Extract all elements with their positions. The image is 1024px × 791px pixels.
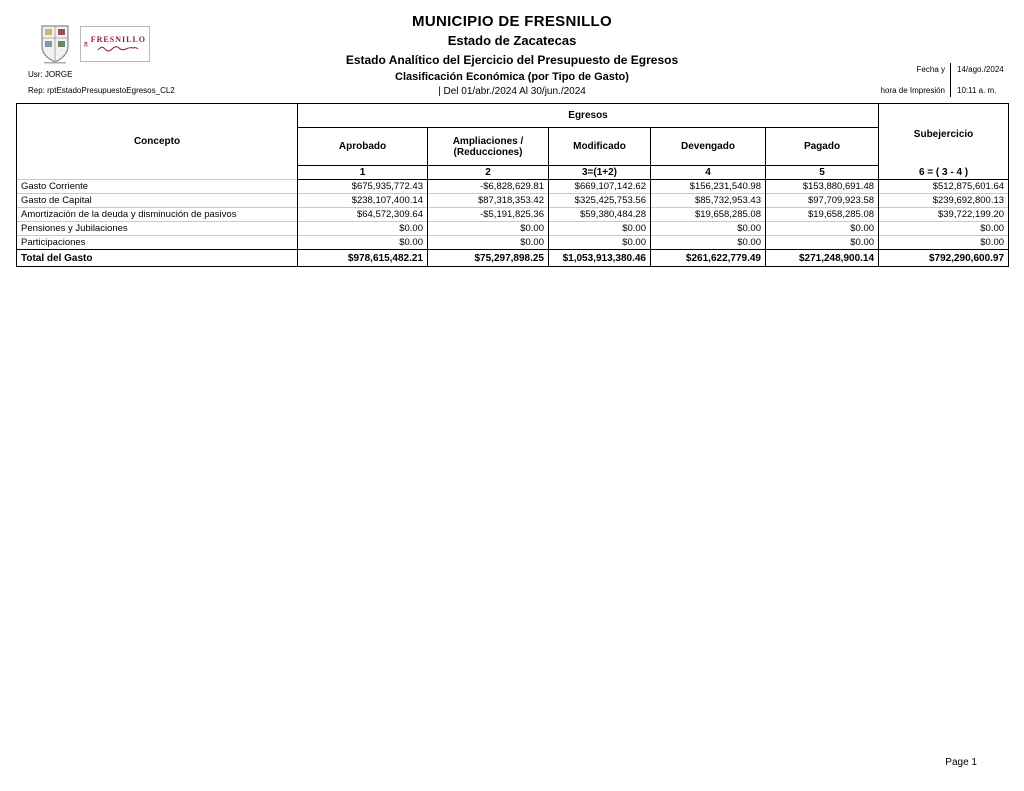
page-title: MUNICIPIO DE FRESNILLO bbox=[412, 13, 612, 30]
amount-cell: $0.00 bbox=[879, 236, 1009, 250]
amount-cell: $0.00 bbox=[549, 236, 651, 250]
amount-cell: $59,380,484.28 bbox=[549, 208, 651, 222]
total-amount-cell: $1,053,913,380.46 bbox=[549, 250, 651, 267]
amount-cell: $0.00 bbox=[766, 222, 879, 236]
budget-table-wrap bbox=[16, 103, 1008, 267]
total-amount-cell: $978,615,482.21 bbox=[298, 250, 428, 267]
column-header-concepto: Concepto bbox=[17, 104, 298, 180]
column-header-pagado: Pagado bbox=[766, 128, 879, 166]
total-amount-cell: $261,622,779.49 bbox=[651, 250, 766, 267]
amount-cell: $153,880,691.48 bbox=[766, 180, 879, 194]
amount-cell: $675,935,772.43 bbox=[298, 180, 428, 194]
table-row bbox=[17, 194, 1009, 208]
amount-cell: $0.00 bbox=[428, 236, 549, 250]
concept-cell: Participaciones bbox=[17, 236, 298, 250]
column-number: 5 bbox=[766, 166, 879, 180]
report-label: Rep: rptEstadoPresupuestoEgresos_CL2 bbox=[28, 86, 175, 95]
amount-cell: $85,732,953.43 bbox=[651, 194, 766, 208]
amount-cell: $19,658,285.08 bbox=[766, 208, 879, 222]
total-amount-cell: $792,290,600.97 bbox=[879, 250, 1009, 267]
amount-cell: $0.00 bbox=[651, 236, 766, 250]
amount-cell: $669,107,142.62 bbox=[549, 180, 651, 194]
amount-cell: $64,572,309.64 bbox=[298, 208, 428, 222]
column-header-subejercicio: Subejercicio bbox=[879, 104, 1009, 166]
column-number: 1 bbox=[298, 166, 428, 180]
report-period: | Del 01/abr./2024 Al 30/jun./2024 bbox=[438, 86, 586, 97]
concept-cell: Pensiones y Jubilaciones bbox=[17, 222, 298, 236]
print-info bbox=[881, 63, 1010, 97]
group-header-egresos: Egresos bbox=[298, 104, 879, 128]
fresnillo-logo-text: FRESNILLO bbox=[90, 34, 146, 44]
amount-cell: $238,107,400.14 bbox=[298, 194, 428, 208]
amount-cell: $19,658,285.08 bbox=[651, 208, 766, 222]
total-label-cell: Total del Gasto bbox=[17, 250, 298, 267]
classification-title: Clasificación Económica (por Tipo de Gasto) bbox=[395, 71, 629, 83]
amount-cell: $0.00 bbox=[298, 236, 428, 250]
date-value: 14/ago./2024 bbox=[957, 65, 1004, 74]
amount-cell: $0.00 bbox=[428, 222, 549, 236]
column-number: 6 = ( 3 - 4 ) bbox=[879, 166, 1009, 180]
concept-cell: Gasto de Capital bbox=[17, 194, 298, 208]
table-header-row-group bbox=[17, 104, 1009, 128]
table-total-row bbox=[17, 250, 1009, 267]
amount-cell: $0.00 bbox=[766, 236, 879, 250]
user-label: Usr: JORGE bbox=[28, 70, 73, 79]
concept-cell: Gasto Corriente bbox=[17, 180, 298, 194]
amount-cell: $0.00 bbox=[651, 222, 766, 236]
column-header-devengado: Devengado bbox=[651, 128, 766, 166]
amount-cell: $0.00 bbox=[879, 222, 1009, 236]
column-number: 3=(1+2) bbox=[549, 166, 651, 180]
column-header-modificado: Modificado bbox=[549, 128, 651, 166]
amount-cell: $0.00 bbox=[549, 222, 651, 236]
total-amount-cell: $271,248,900.14 bbox=[766, 250, 879, 267]
table-row bbox=[17, 222, 1009, 236]
amount-cell: $39,722,199.20 bbox=[879, 208, 1009, 222]
concept-cell: Amortización de la deuda y disminución de pasivos bbox=[17, 208, 298, 222]
amount-cell: $87,318,353.42 bbox=[428, 194, 549, 208]
amount-cell: -$6,828,629.81 bbox=[428, 180, 549, 194]
date-label: Fecha y bbox=[916, 65, 945, 74]
time-label: hora de Impresión bbox=[880, 86, 945, 95]
amount-cell: $325,425,753.56 bbox=[549, 194, 651, 208]
report-meta bbox=[28, 70, 175, 102]
column-number: 2 bbox=[428, 166, 549, 180]
table-row bbox=[17, 208, 1009, 222]
amount-cell: $239,692,800.13 bbox=[879, 194, 1009, 208]
page-number: Page 1 bbox=[945, 757, 977, 768]
amount-cell: $512,875,601.64 bbox=[879, 180, 1009, 194]
amount-cell: $97,709,923.58 bbox=[766, 194, 879, 208]
amount-cell: $156,231,540.98 bbox=[651, 180, 766, 194]
column-header-aprobado: Aprobado bbox=[298, 128, 428, 166]
table-row bbox=[17, 180, 1009, 194]
column-number: 4 bbox=[651, 166, 766, 180]
total-amount-cell: $75,297,898.25 bbox=[428, 250, 549, 267]
state-subtitle: Estado de Zacatecas bbox=[447, 33, 577, 48]
amount-cell: -$5,191,825.36 bbox=[428, 208, 549, 222]
time-value: 10:11 a. m. bbox=[957, 86, 997, 95]
budget-table bbox=[16, 103, 1009, 267]
amount-cell: $0.00 bbox=[298, 222, 428, 236]
report-title: Estado Analítico del Ejercicio del Presupuesto de Egresos bbox=[345, 53, 679, 67]
column-header-ampliaciones: Ampliaciones / (Reducciones) bbox=[428, 128, 549, 166]
table-row bbox=[17, 236, 1009, 250]
